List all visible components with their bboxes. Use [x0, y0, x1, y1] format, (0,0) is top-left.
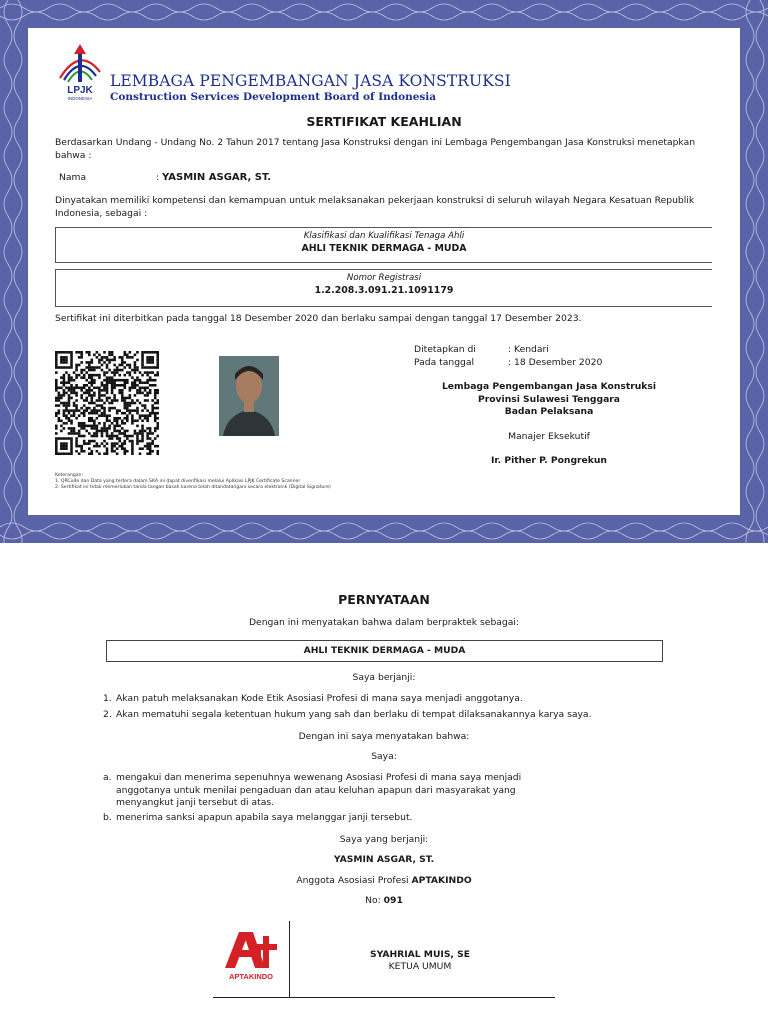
classification-value: AHLI TEKNIK DERMAGA - MUDA [301, 243, 467, 254]
member-number-line [0, 895, 768, 906]
name-label: Nama [59, 172, 87, 183]
lpjk-logo [56, 42, 104, 102]
promise-heading: Saya berjanji: [352, 672, 416, 683]
promise-marker: 2. [103, 709, 112, 720]
member-label: Anggota Asosiasi Profesi [296, 875, 412, 886]
holder-photo [219, 356, 279, 436]
promise-text: Akan patuh melaksanakan Kode Etik Asosiasi Profesi di mana saya menjadi anggotanya. [116, 693, 523, 704]
date-label: Pada tanggal [414, 356, 475, 368]
org-name-english: Construction Services Development Board of Indonesia [110, 91, 437, 103]
registration-box [55, 269, 712, 307]
signature-divider-vertical [289, 921, 290, 998]
note-1: 1. QRCode dan Data yang tertera dalam SKA ini dapat diverifikasi melalui Aplikasi LPJK Certificate Scanner [55, 479, 301, 484]
place-value: : Kendari [508, 344, 549, 355]
signer-name: Ir. Pither P. Pongrekun [491, 455, 607, 466]
chair-title: KETUA UMUM [388, 961, 452, 972]
registration-number: 1.2.208.3.091.21.1091179 [314, 285, 454, 296]
statement-role-box: AHLI TEKNIK DERMAGA - MUDA [106, 640, 663, 662]
signature-divider-horizontal [213, 997, 555, 998]
number-label: No: [365, 895, 384, 906]
declaration-text: mengakui dan menerima sepenuhnya wewenang Asosiasi Profesi di mana saya menjadi anggotanya untuk menilai pengaduan dan atau keluhan apapun dari masyarakat yang menyangkut janji tersebut di atas. [116, 772, 522, 808]
svg-text:APTAKINDO: APTAKINDO [228, 972, 274, 981]
issuer-line-2: Provinsi Sulawesi Tenggara [477, 393, 620, 405]
issuer-line-1: Lembaga Pengembangan Jasa Konstruksi [441, 381, 657, 392]
declaration-text: menerima sanksi apapun apabila saya melanggar janji tersebut. [116, 812, 413, 823]
closing-line: Saya yang berjanji: [339, 834, 429, 845]
certificate-body [28, 28, 740, 515]
person-name: YASMIN ASGAR, ST. [333, 854, 435, 865]
issuer-block [414, 381, 684, 419]
person-photo-icon [219, 356, 279, 436]
aptakindo-logo [225, 930, 277, 982]
chair-name: SYAHRIAL MUIS, SE [369, 949, 471, 960]
org-name: LEMBAGA PENGEMBANGAN JASA KONSTRUKSI [110, 72, 511, 90]
declare-heading: Dengan ini saya menyatakan bahwa: [298, 731, 470, 742]
issuer-line-3: Badan Pelaksana [504, 406, 594, 417]
member-number: 091 [383, 895, 403, 906]
statement-intro: Dengan ini menyatakan bahwa dalam berpraktek sebagai: [248, 617, 520, 628]
competence-statement: Dinyatakan memiliki kompetensi dan kemampuan untuk melaksanakan pekerjaan konstruksi di seluruh wilayah Negara Kesatuan Republik Indonesia, sebagai : [55, 195, 695, 219]
classification-caption: Klasifikasi dan Kualifikasi Tenaga Ahli [303, 231, 465, 241]
date-value: : 18 Desember 2020 [508, 356, 603, 368]
promise-text: Akan mematuhi segala ketentuan hukum yang sah dan berlaku di tempat dilaksanakannya karya saya. [116, 709, 592, 720]
association-name: APTAKINDO [411, 875, 472, 886]
statement-title: PERNYATAAN [338, 592, 430, 607]
validity-statement: Sertifikat ini diterbitkan pada tanggal 18 Desember 2020 dan berlaku sampai dengan tanggal 17 Desember 2023. [55, 313, 582, 324]
certificate-title: SERTIFIKAT KEAHLIAN [306, 114, 462, 129]
org-header [110, 72, 511, 103]
notes [55, 473, 331, 491]
declaration-marker: a. [103, 772, 112, 783]
declare-sub: Saya: [371, 751, 397, 762]
membership-line [0, 875, 768, 886]
svg-text:LPJK: LPJK [67, 85, 93, 96]
holder-name: YASMIN ASGAR, ST. [162, 172, 272, 183]
notes-title: Keterangan: [55, 473, 84, 478]
promise-marker: 1. [103, 693, 112, 704]
manager-title: Manajer Eksekutif [508, 431, 590, 442]
place-label: Ditetapkan di [414, 344, 476, 355]
declaration-marker: b. [103, 812, 112, 823]
note-2: 2. Sertifikat ini tidak memerlukan tanda tangan basah karena telah ditandatangani secara elektronik (Digital Signature) [55, 485, 331, 490]
svg-text:INDONESIA: INDONESIA [67, 96, 93, 101]
registration-caption: Nomor Registrasi [346, 273, 422, 283]
classification-box [55, 227, 712, 263]
name-colon: : [156, 172, 160, 183]
certificate-intro: Berdasarkan Undang - Undang No. 2 Tahun 2017 tentang Jasa Konstruksi dengan ini Lembaga Pengembangan Jasa Konstruksi menetapkan bahwa : [55, 137, 696, 161]
qr-code [55, 351, 159, 455]
